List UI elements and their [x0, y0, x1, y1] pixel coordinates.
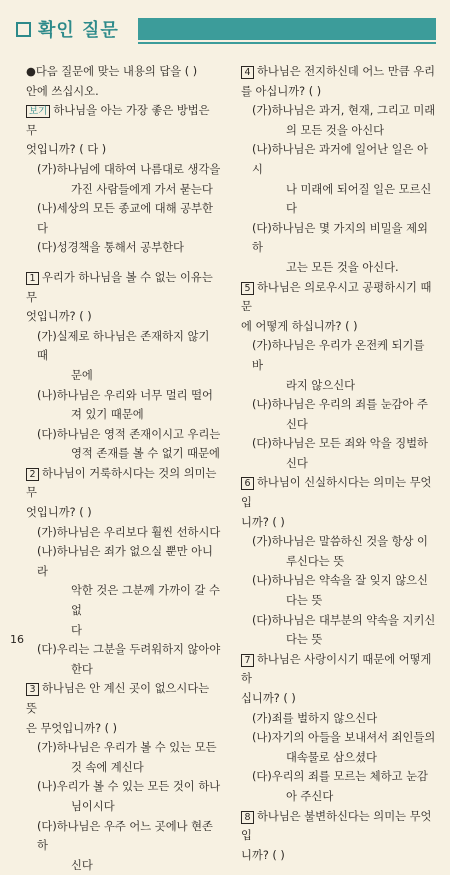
left-column: [26, 62, 222, 875]
question-number: 4: [241, 66, 254, 79]
question-1-cont: 엇입니까? ( ): [26, 310, 92, 324]
q1-option-c: (다)하나님은 영적 존재이시고 우리는 영적 존재를 볼 수 없기 때문에: [37, 427, 221, 461]
question-number: 6: [241, 477, 254, 490]
q1-option-b: (나)하나님은 우리와 너무 멀리 떨어 져 있기 때문에: [37, 388, 213, 422]
question-6-cont: 니까? ( ): [241, 515, 285, 529]
section-title: 확인 질문: [38, 20, 119, 41]
example-tag: 보기: [26, 105, 50, 118]
q3-option-b: (나)우리가 볼 수 있는 모든 것이 하나 님이시다: [37, 780, 221, 813]
question-7: 7 하나님은 사랑이시기 때문에 어떻게 하: [241, 652, 432, 686]
question-4: 4 하나님은 전지하신데 어느 만큼 우리: [241, 62, 437, 82]
instruction: ●다음 질문에 맞는 내용의 답을 ( ): [26, 65, 198, 78]
question-1: 1 우리가 하나님을 볼 수 없는 이유는 무: [26, 270, 213, 304]
example-question-cont: 엇입니까? ( 다 ): [26, 143, 107, 157]
example-option-c: (다)성경책을 통해서 공부한다: [37, 241, 184, 255]
q2-option-c: (다)우리는 그분을 두려워하지 않아야 한다: [37, 643, 221, 676]
q2-option-b: (나)하나님은 죄가 없으실 뿐만 아니라 악한 것은 그분께 가까이 갈 수 없 다: [37, 545, 220, 637]
question-8: 8 하나님은 불변하신다는 의미는 무엇입: [241, 809, 432, 843]
question-3-cont: 은 무엇입니까? ( ): [26, 721, 118, 735]
example-question: 보기 하나님을 아는 가장 좋은 방법은 무: [26, 104, 210, 137]
q4-option-a: (가)하나님은 과거, 현재, 그리고 미래 의 모든 것을 아신다: [252, 104, 436, 137]
question-number: 7: [241, 654, 254, 667]
q5-option-b: (나)하나님은 우리의 죄를 눈감아 주 신다: [252, 398, 428, 431]
question-4-cont: 를 아십니까? ( ): [241, 84, 322, 98]
question-2: 2 하나님이 거룩하시다는 것의 의미는 무: [26, 466, 217, 500]
q6-option-c: (다)하나님은 대부분의 약속을 지키신 다는 뜻: [252, 613, 436, 647]
page-number: 16: [10, 633, 24, 646]
question-3: 3 하나님은 안 계신 곳이 없으시다는 뜻: [26, 682, 210, 715]
q7-option-b: (나)자기의 아들을 보내셔서 죄인들의 대속물로 삼으셨다: [252, 731, 436, 764]
instruction-cont: 안에 쓰십시오.: [26, 84, 99, 98]
square-icon: [16, 22, 31, 37]
q5-option-a: (가)하나님은 우리가 온전케 되기를 바 라지 않으신다: [252, 339, 425, 392]
section-header: [14, 14, 440, 48]
header-bar: [138, 18, 436, 40]
q7-option-c: (다)우리의 죄를 모르는 체하고 눈감 아 주신다: [252, 770, 428, 803]
question-5: 5 하나님은 의로우시고 공평하시기 때문: [241, 280, 432, 314]
q4-option-c: (다)하나님은 몇 가지의 비밀을 제외하 고는 모든 것을 아신다.: [252, 221, 428, 274]
q4-option-b: (나)하나님은 과거에 일어난 일은 아시 나 미래에 되어질 일은 모르신다: [252, 143, 432, 216]
q3-option-a: (가)하나님은 우리가 볼 수 있는 모든 것 속에 계신다: [37, 741, 217, 774]
question-number: 8: [241, 811, 254, 824]
q7-option-a: (가)죄를 벌하지 않으신다: [252, 711, 378, 725]
question-number: 5: [241, 282, 254, 295]
question-7-cont: 십니까? ( ): [241, 692, 296, 705]
question-2-cont: 엇입니까? ( ): [26, 506, 92, 520]
example-option-a: (가)하나님에 대하여 나름대로 생각을 가진 사람들에게 가서 묻는다: [37, 162, 221, 196]
right-column: [241, 62, 437, 865]
question-5-cont: 에 어떻게 하십니까? ( ): [241, 319, 358, 333]
q3-option-c: (다)하나님은 우주 어느 곳에나 현존하 신다: [37, 819, 213, 872]
question-6: 6 하나님이 신실하시다는 의미는 무엇입: [241, 476, 432, 510]
q6-option-b: (나)하나님은 약속을 잘 잊지 않으신 다는 뜻: [252, 574, 428, 608]
example-option-b: (나)세상의 모든 종교에 대해 공부한다: [37, 202, 213, 235]
question-number: 1: [26, 272, 39, 285]
question-8-cont: 니까? ( ): [241, 848, 285, 862]
question-number: 2: [26, 468, 39, 481]
q1-option-a: (가)실제로 하나님은 존재하지 않기 때 문에: [37, 329, 210, 382]
q6-option-a: (가)하나님은 말씀하신 것을 항상 이 루신다는 뜻: [252, 535, 428, 568]
q2-option-a: (가)하나님은 우리보다 훨씬 선하시다: [37, 525, 221, 539]
q5-option-c: (다)하나님은 모든 죄와 악을 징벌하 신다: [252, 437, 428, 470]
question-number: 3: [26, 683, 39, 696]
